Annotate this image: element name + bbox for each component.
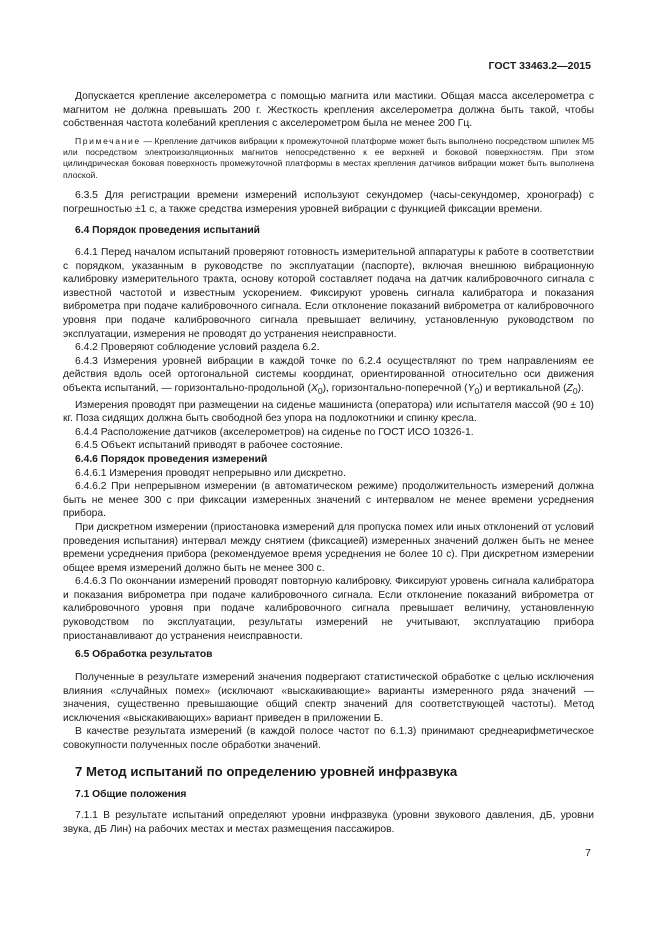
section-6-5-body [63,671,594,753]
note-label: Примечание [75,136,141,146]
paragraph-6-4-2: 6.4.2 Проверяют соблюдение условий раздела 6.2. [75,342,320,354]
paragraph-measure-position: Измерения проводят при размещении на сиденье машиниста (оператора) или испытателя массой (90 ± 10) кг. Поза сидящих должна быть свободной без упора на подлокотники и спинку кресла. [63,399,594,425]
heading-7: 7 Метод испытаний по определению уровней инфразвука [75,764,458,779]
paragraph-6-5-2: В качестве результата измерений (в каждой полосе частот по 6.1.3) принимают среднеарифметическое совокупности полученных после обработки значений. [63,726,594,751]
paragraph-7-1-1: 7.1.1 В результате испытаний определяют уровни инфразвука (уровни звукового давления, дБ, уровни звука, дБ Лин) на рабочих местах и местах размещения пассажиров. [63,810,594,835]
paragraph-6-4-1: 6.4.1 Перед началом испытаний проверяют готовность измерительной аппаратуры к работе в соответствии с порядком, указанным в руководстве по эксплуатации (паспорте), включая внешнюю вибрационную калибровку измерительного тракта, основу которой составляет подача на датчик калибровочного сигнала с известной частотой и известным ускорением. Фиксируют уровень сигнала калибратора и показания виброметра при подаче калибровочного сигнала. Если отклонение показаний виброметра от калибровочного уровня при подаче калибровочного сигнала превышает величину, установленную руководством по эксплуатации, измерения не проводят до устранения неисправности. [63,247,594,340]
section-6-4-body [63,246,594,643]
paragraph-6-5-1: Полученные в результате измерений значения подвергают статистической обработке с целью исключения влияния «случайных помех» (исключают «выскакивающие» варианты измеренного ряда значений — значения, существенно превышающие общий спектр значений для соответствующей частоты). Метод исключения «выскакивающих» вариант приведен в приложении Б. [63,672,594,724]
heading-6-4: 6.4 Порядок проведения испытаний [75,225,260,236]
note-text: — Крепление датчиков вибрации к промежуточной платформе может быть выполнено посредством шпилек М5 или посредством электроизоляционных магнитов непосредственно к ее верхней и боковой поверхностям. При этом цилиндрическая боковая поверхность промежуточной платформы в местах крепления датчиков вибрации может быть выполнена плоской. [63,136,594,180]
heading-6-4-6: 6.4.6 Порядок проведения измерений [75,453,268,465]
paragraph-discrete: При дискретном измерении (приостановка измерений для пропуска помех или иных отклонений от условий проведения испытания) интервал между снятием (фиксацией) измеренных значений должен быть не менее времени усреднения прибора (рекомендуемое время усреднения не более 10 с). При дискретном измерении общее время измерений должно быть не менее 300 с. [63,521,594,574]
paragraph-6-4-6-2: 6.4.6.2 При непрерывном измерении (в автоматическом режиме) продолжительность измерений должна быть не менее 300 с при фиксации измеренных значений с интервалом не менее времени усреднения прибора. [63,481,594,520]
paragraph-6-4-3: 6.4.3 Измерения уровней вибрации в каждой точке по 6.2.4 осуществляют по трем направлениям ее действия вдоль осей ортогональной системы координат, ориентированной относительно оси движения объекта испытаний, — горизонтально-продольной $(X_0)$, горизонтально-поперечной $(Y_0)$ и вертикальной $(Z_0)$. [63,355,594,396]
document-code: ГОСТ 33463.2—2015 [488,60,591,72]
paragraph-6-4-4: 6.4.4 Расположение датчиков (акселерометров) на сиденье по ГОСТ ИСО 10326-1. [75,426,474,438]
heading-6-5: 6.5 Обработка результатов [75,649,213,660]
page-number: 7 [585,847,591,859]
paragraph-6-4-5: 6.4.5 Объект испытаний приводят в рабочее состояние. [75,440,343,452]
heading-7-1: 7.1 Общие положения [75,789,187,800]
note [63,136,594,181]
paragraph-6-4-6-3: 6.4.6.3 По окончании измерений проводят повторную калибровку. Фиксируют уровень сигнала калибратора и показания виброметра при подаче калибровочного сигнала. Если отклонение показаний виброметра от калибровочного уровня при подаче калибровочного сигнала превышает величину, установленную руководством по эксплуатации, результаты измерений не учитывают, эксплуатацию прибора приостанавливают до устранения неисправности. [63,576,594,642]
paragraph-6-3-5: 6.3.5 Для регистрации времени измерений используют секундомер (часы-секундомер, хронограф) с погрешностью ±1 с, а также средства измерения уровней вибрации с функцией фиксации времени. [63,190,594,215]
paragraph-6-4-6-1: 6.4.6.1 Измерения проводят непрерывно или дискретно. [75,467,346,479]
paragraph-fastening: Допускается крепление акселерометра с помощью магнита или мастики. Общая масса акселерометра с магнитом не должна превышать 200 г. Жесткость крепления акселерометра должна быть такой, чтобы собственная частота колебаний крепления с акселерометром была не менее 200 Гц. [63,91,594,130]
